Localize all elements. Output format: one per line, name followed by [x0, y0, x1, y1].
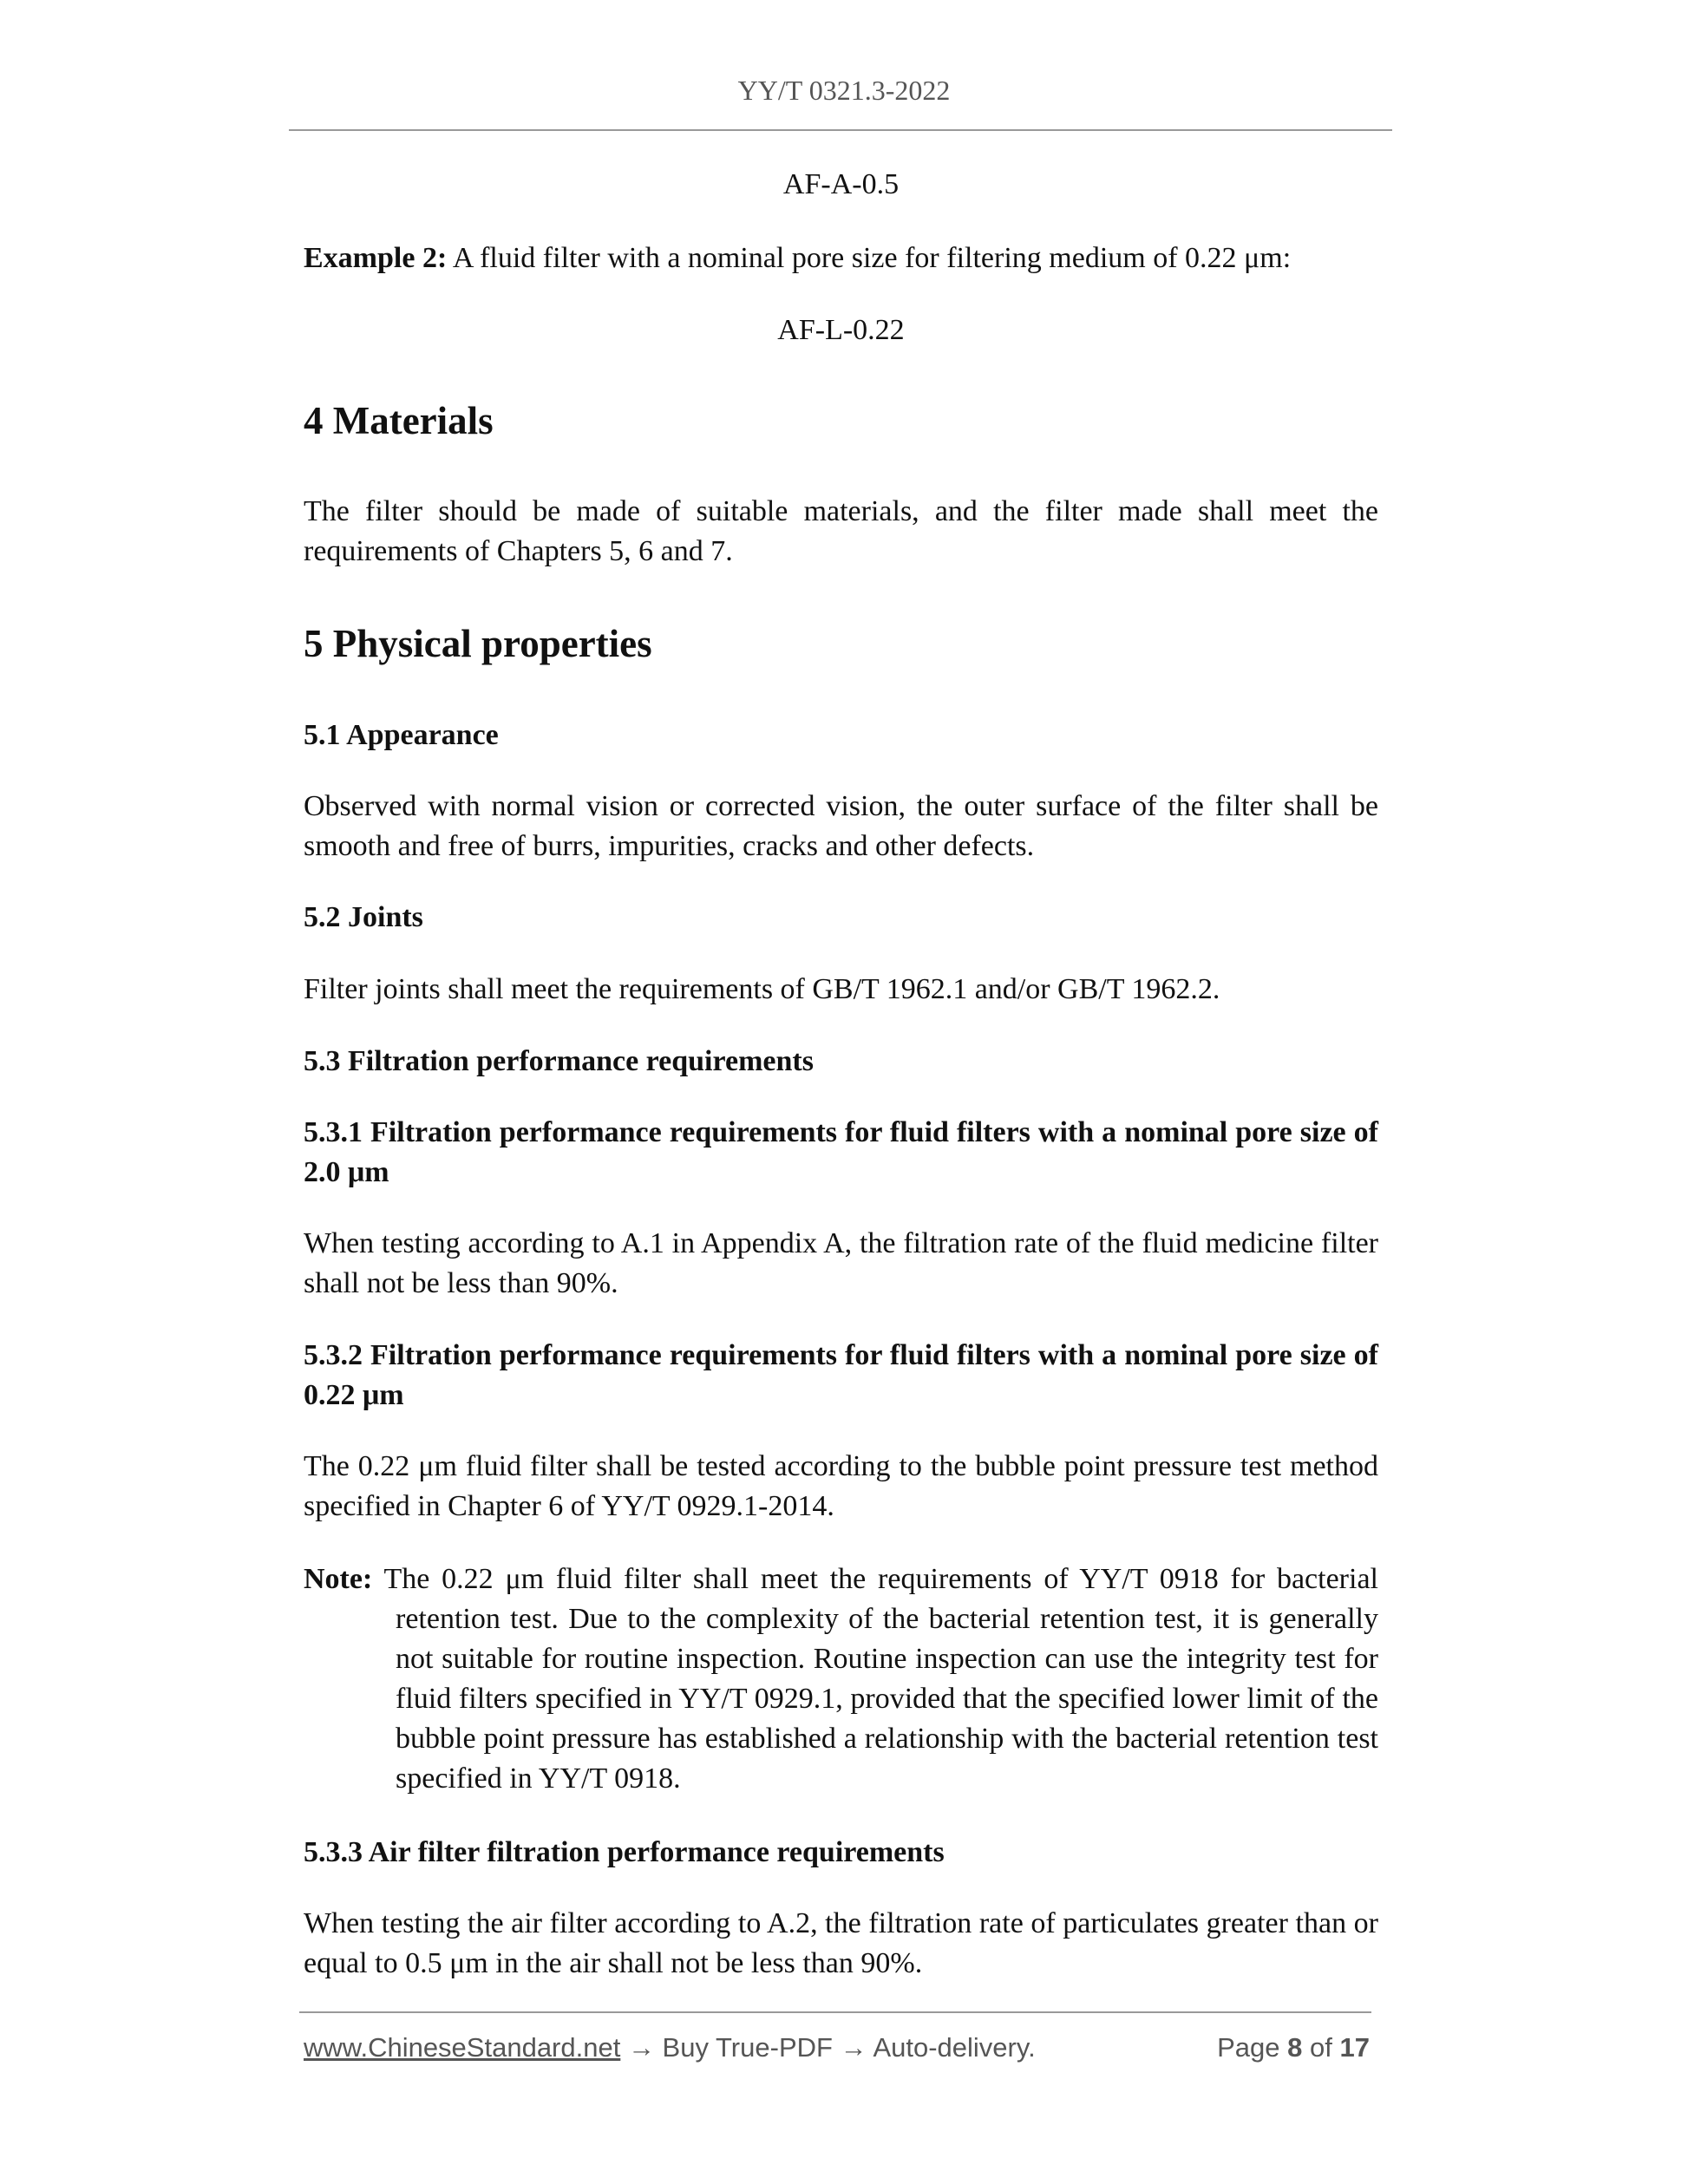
heading-5-3: 5.3 Filtration performance requirements [304, 1045, 814, 1077]
paragraph-5-3-3: When testing the air filter according to A.2, the filtration rate of particulates greater than or equal to 0.5 μm in the air shall not be less than 90%. [304, 1907, 1378, 1979]
heading-5-3-3: 5.3.3 Air filter filtration performance requirements [304, 1836, 945, 1868]
footer-promo [304, 2032, 1036, 2063]
page-label: Page [1217, 2032, 1280, 2063]
designation-code-2: AF-L-0.22 [777, 314, 905, 346]
example-label: Example 2: [304, 242, 448, 274]
paragraph-5-3-2: The 0.22 μm fluid filter shall be tested according to the bubble point pressure test method specified in Chapter 6 of YY/T 0929.1-2014. [304, 1450, 1378, 1522]
heading-5-3-1: 5.3.1 Filtration performance requirements for fluid filters with a nominal pore size of 2.0 μm [304, 1116, 1378, 1188]
page-indicator [1217, 2032, 1370, 2063]
footer-promo-text: → Buy True-PDF → Auto-delivery. [620, 2032, 1036, 2063]
paragraph-5-3-1: When testing according to A.1 in Appendix A, the filtration rate of the fluid medicine filter shall not be less than 90%. [304, 1227, 1378, 1299]
document-id-header: YY/T 0321.3-2022 [737, 75, 951, 106]
paragraph-5-2: Filter joints shall meet the requirements of GB/T 1962.1 and/or GB/T 1962.2. [304, 973, 1220, 1005]
current-page: 8 [1287, 2032, 1303, 2063]
footer [304, 2032, 1370, 2063]
example-text: A fluid filter with a nominal pore size for filtering medium of 0.22 μm: [447, 242, 1292, 274]
heading-5: 5 Physical properties [304, 622, 652, 665]
note-label: Note: [304, 1563, 373, 1595]
of-label: of [1310, 2032, 1332, 2063]
designation-code-1: AF-A-0.5 [782, 168, 900, 200]
paragraph-5-1: Observed with normal vision or corrected vision, the outer surface of the filter shall be smooth and free of burrs, impurities, cracks and other defects. [304, 790, 1378, 862]
heading-4: 4 Materials [304, 399, 494, 442]
paragraph-4: The filter should be made of suitable materials, and the filter made shall meet the requirements of Chapters 5, 6 and 7. [304, 495, 1378, 567]
website-link[interactable]: www.ChineseStandard.net [304, 2032, 621, 2063]
note-text: The 0.22 μm fluid filter shall meet the requirements of YY/T 0918 for bacterial retention test. Due to the complexity of the bacterial retention test, it is generally not suitable for routine inspection. Routine inspection can use the integrity test for fluid filters specified in YY/T 0929.1, provided that the specified lower limit of the bubble point pressure has established a relationship with the bacterial retention test specified in YY/T 0918. [372, 1563, 1378, 1795]
header-divider [289, 129, 1392, 131]
example-2 [304, 239, 1378, 278]
footer-divider [299, 2011, 1371, 2013]
heading-5-1: 5.1 Appearance [304, 719, 499, 751]
heading-5-3-2: 5.3.2 Filtration performance requirements for fluid filters with a nominal pore size of 0.22 μm [304, 1339, 1378, 1411]
total-pages: 17 [1339, 2032, 1370, 2063]
heading-5-2: 5.2 Joints [304, 901, 423, 933]
note [304, 1560, 1378, 1799]
